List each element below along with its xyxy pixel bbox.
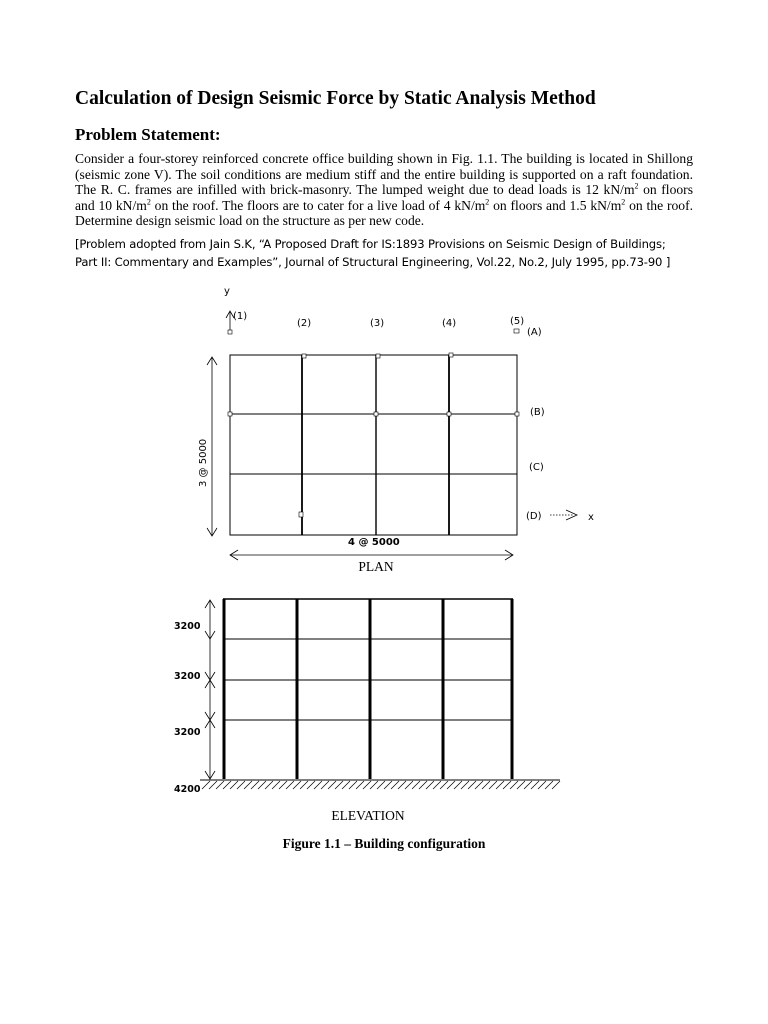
plan-outline [230, 355, 517, 535]
superscript-4: 2 [621, 197, 626, 207]
plan-dimension-y-label: 3 @ 5000 [198, 438, 209, 487]
x-axis-label: x [588, 512, 594, 523]
storey-height-label-4: 4200 [174, 784, 201, 795]
reference-line-1: [Problem adopted from Jain S.K, “A Proposed Draft for IS:1893 Provisions on Seismic Design of Buildings; [75, 237, 666, 251]
storey-dimension-arrows [205, 600, 215, 779]
paragraph-text-3: on the roof. The floors are to cater for a live load of 4 kN/m [150, 197, 486, 213]
paragraph-text-4: on floors and 1.5 kN/m [489, 197, 622, 213]
plan-drawing [198, 286, 594, 574]
origin-marker [228, 330, 232, 334]
plan-dimension-x-label: 4 @ 5000 [348, 537, 400, 548]
y-axis-label: y [224, 286, 230, 297]
paragraph-text-5: on the roof. Determine design seismic load on the structure as per new code. [75, 197, 694, 229]
paragraph-text-1: Consider a four-storey reinforced concrete office building shown in Fig. 1.1. The building is located in Shillong (seismic zone V). The soil conditions are medium stiff and the entire building is supported on a raft foundation. The R. C. frames are infilled with brick-masonry. The lumped weight due to dead loads is 12 kN/m [75, 151, 693, 198]
superscript-2: 2 [146, 197, 151, 207]
row-label-b: (B) [530, 407, 545, 418]
page-title: Calculation of Design Seismic Force by Static Analysis Method [75, 88, 596, 109]
column-label-4: (4) [442, 318, 457, 329]
column-label-2: (2) [297, 318, 312, 329]
row-label-d: (D) [526, 511, 542, 522]
elevation-drawing [174, 599, 560, 823]
row-a-marker [514, 329, 519, 333]
column-label-3: (3) [370, 318, 385, 329]
plan-node-markers [228, 353, 519, 517]
column-label-1: (1) [233, 311, 248, 322]
superscript-1: 2 [634, 181, 639, 191]
paragraph-text-2: on floors and 10 kN/m [75, 182, 693, 213]
superscript-3: 2 [485, 197, 490, 207]
figure-caption: Figure 1.1 – Building configuration [282, 836, 486, 851]
storey-height-label-2: 3200 [174, 671, 201, 682]
elevation-caption: ELEVATION [331, 808, 405, 823]
plan-caption: PLAN [358, 559, 394, 574]
section-heading: Problem Statement: [75, 125, 221, 144]
ground-hatching [202, 781, 560, 789]
storey-height-label-3: 3200 [174, 727, 201, 738]
reference-line-2: Part II: Commentary and Examples”, Journal of Structural Engineering, Vol.22, No.2, July 1995, pp.73-90 ] [75, 255, 671, 269]
column-label-5: (5) [510, 316, 525, 327]
elevation-columns [224, 599, 512, 779]
row-label-a: (A) [527, 327, 542, 338]
storey-height-label-1: 3200 [174, 621, 201, 632]
row-label-c: (C) [529, 462, 544, 473]
